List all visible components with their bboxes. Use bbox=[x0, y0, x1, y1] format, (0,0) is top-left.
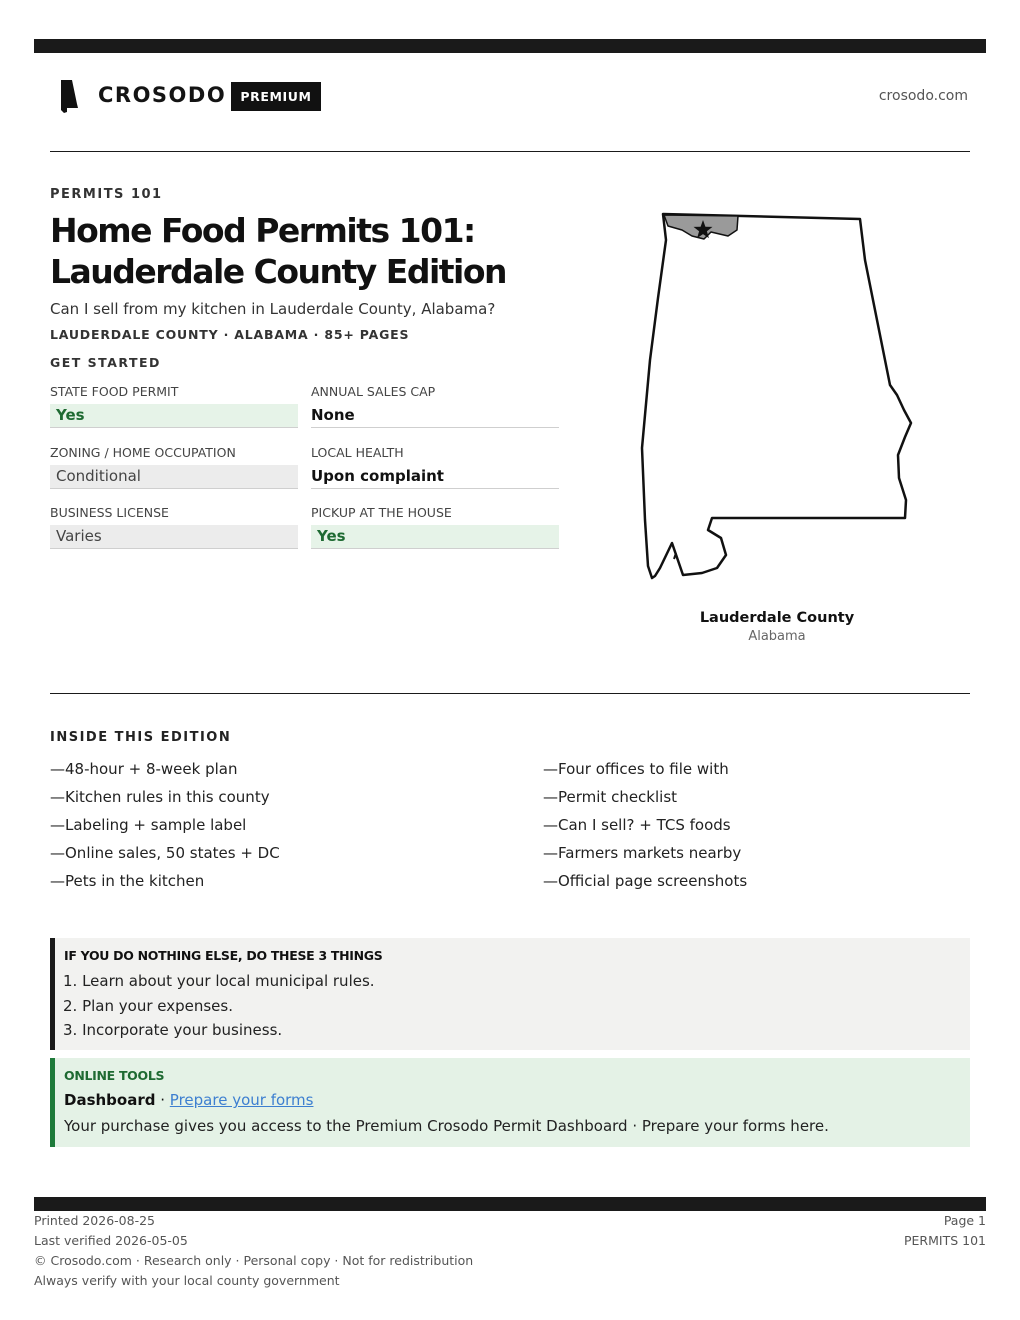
tools-separator: · bbox=[155, 1091, 170, 1109]
premium-badge: PREMIUM bbox=[231, 82, 321, 111]
toc-left-column bbox=[50, 755, 280, 895]
verified-date: Last verified 2026-05-05 bbox=[34, 1233, 188, 1248]
title-line-1: Home Food Permits 101: bbox=[50, 211, 475, 250]
toc-item: —48-hour + 8-week plan bbox=[50, 760, 238, 778]
printed-date: Printed 2026-08-25 bbox=[34, 1213, 155, 1228]
callout-accent-bar bbox=[50, 938, 55, 1050]
field-value: Upon complaint bbox=[311, 465, 559, 489]
page-number: Page 1 bbox=[943, 1213, 986, 1228]
tools-accent-bar bbox=[50, 1058, 55, 1147]
field-value: Conditional bbox=[50, 465, 298, 489]
page-subtitle: Can I sell from my kitchen in Lauderdale County, Alabama? bbox=[50, 300, 496, 318]
toc-item: —Farmers markets nearby bbox=[543, 844, 742, 862]
footer-bar bbox=[34, 1197, 986, 1211]
footer-section: PERMITS 101 bbox=[904, 1233, 986, 1248]
copyright-notice: © Crosodo.com · Research only · Personal copy · Not for redistribution bbox=[34, 1253, 474, 1268]
toc-item: —Kitchen rules in this county bbox=[50, 788, 270, 806]
section-divider bbox=[50, 693, 970, 694]
title-line-2: Lauderdale County Edition bbox=[50, 252, 507, 291]
toc-item: —Online sales, 50 states + DC bbox=[50, 844, 280, 862]
toc-item: —Can I sell? + TCS foods bbox=[543, 816, 731, 834]
field-value: Yes bbox=[50, 404, 298, 428]
toc-item: —Official page screenshots bbox=[543, 872, 748, 890]
field-state-food-permit bbox=[50, 384, 298, 428]
mobile-bay-mark bbox=[674, 553, 676, 559]
page-title bbox=[50, 210, 610, 292]
callout-list bbox=[63, 969, 375, 1043]
three-things-callout bbox=[50, 938, 970, 1050]
field-value: None bbox=[311, 404, 559, 428]
toc-item: —Permit checklist bbox=[543, 788, 678, 806]
field-local-health bbox=[311, 445, 559, 489]
field-label: ZONING / HOME OCCUPATION bbox=[50, 445, 236, 460]
inside-heading: INSIDE THIS EDITION bbox=[50, 730, 232, 745]
callout-item: 2. Plan your expenses. bbox=[63, 996, 233, 1015]
site-url[interactable]: crosodo.com bbox=[878, 88, 968, 104]
verify-disclaimer: Always verify with your local county government bbox=[34, 1273, 340, 1288]
brand-name: CROSODO bbox=[98, 83, 227, 107]
field-label: PICKUP AT THE HOUSE bbox=[311, 505, 452, 520]
callout-item: 3. Incorporate your business. bbox=[63, 1021, 283, 1039]
footer-right bbox=[904, 1211, 986, 1251]
field-value: Yes bbox=[311, 525, 559, 549]
toc-item: —Four offices to file with bbox=[543, 760, 729, 778]
field-label: STATE FOOD PERMIT bbox=[50, 384, 179, 399]
alabama-logo-icon bbox=[58, 80, 82, 114]
dashboard-label: Dashboard bbox=[64, 1091, 156, 1109]
map-caption bbox=[676, 610, 878, 644]
toc-right-column bbox=[543, 755, 747, 895]
field-value: Varies bbox=[50, 525, 298, 549]
tools-dashboard-line bbox=[64, 1091, 313, 1109]
tools-description: Your purchase gives you access to the Premium Crosodo Permit Dashboard · Prepare your forms here. bbox=[64, 1117, 829, 1135]
toc-item: —Labeling + sample label bbox=[50, 816, 247, 834]
map-county-name: Lauderdale County bbox=[699, 610, 855, 626]
prepare-forms-link[interactable]: Prepare your forms bbox=[169, 1091, 314, 1109]
footer-left bbox=[34, 1211, 473, 1291]
toc-item: —Pets in the kitchen bbox=[50, 872, 205, 890]
callout-heading: IF YOU DO NOTHING ELSE, DO THESE 3 THINGS bbox=[64, 948, 383, 963]
tools-heading: ONLINE TOOLS bbox=[64, 1068, 165, 1083]
page-meta: LAUDERDALE COUNTY · ALABAMA · 85+ PAGES bbox=[50, 327, 410, 342]
map-state-name: Alabama bbox=[748, 629, 806, 644]
section-kicker: PERMITS 101 bbox=[50, 187, 163, 202]
field-label: BUSINESS LICENSE bbox=[50, 505, 169, 520]
field-label: ANNUAL SALES CAP bbox=[311, 384, 436, 399]
online-tools-box bbox=[50, 1058, 970, 1147]
get-started-heading: GET STARTED bbox=[50, 355, 161, 370]
alabama-map bbox=[636, 208, 921, 583]
callout-item: 1. Learn about your local municipal rules. bbox=[63, 972, 375, 990]
field-zoning bbox=[50, 445, 298, 489]
top-bar bbox=[34, 39, 986, 53]
alabama-outline bbox=[642, 214, 911, 578]
header-divider bbox=[50, 151, 970, 152]
field-pickup bbox=[311, 505, 559, 549]
field-label: LOCAL HEALTH bbox=[311, 445, 404, 460]
field-annual-sales-cap bbox=[311, 384, 559, 428]
field-business-license bbox=[50, 505, 298, 549]
